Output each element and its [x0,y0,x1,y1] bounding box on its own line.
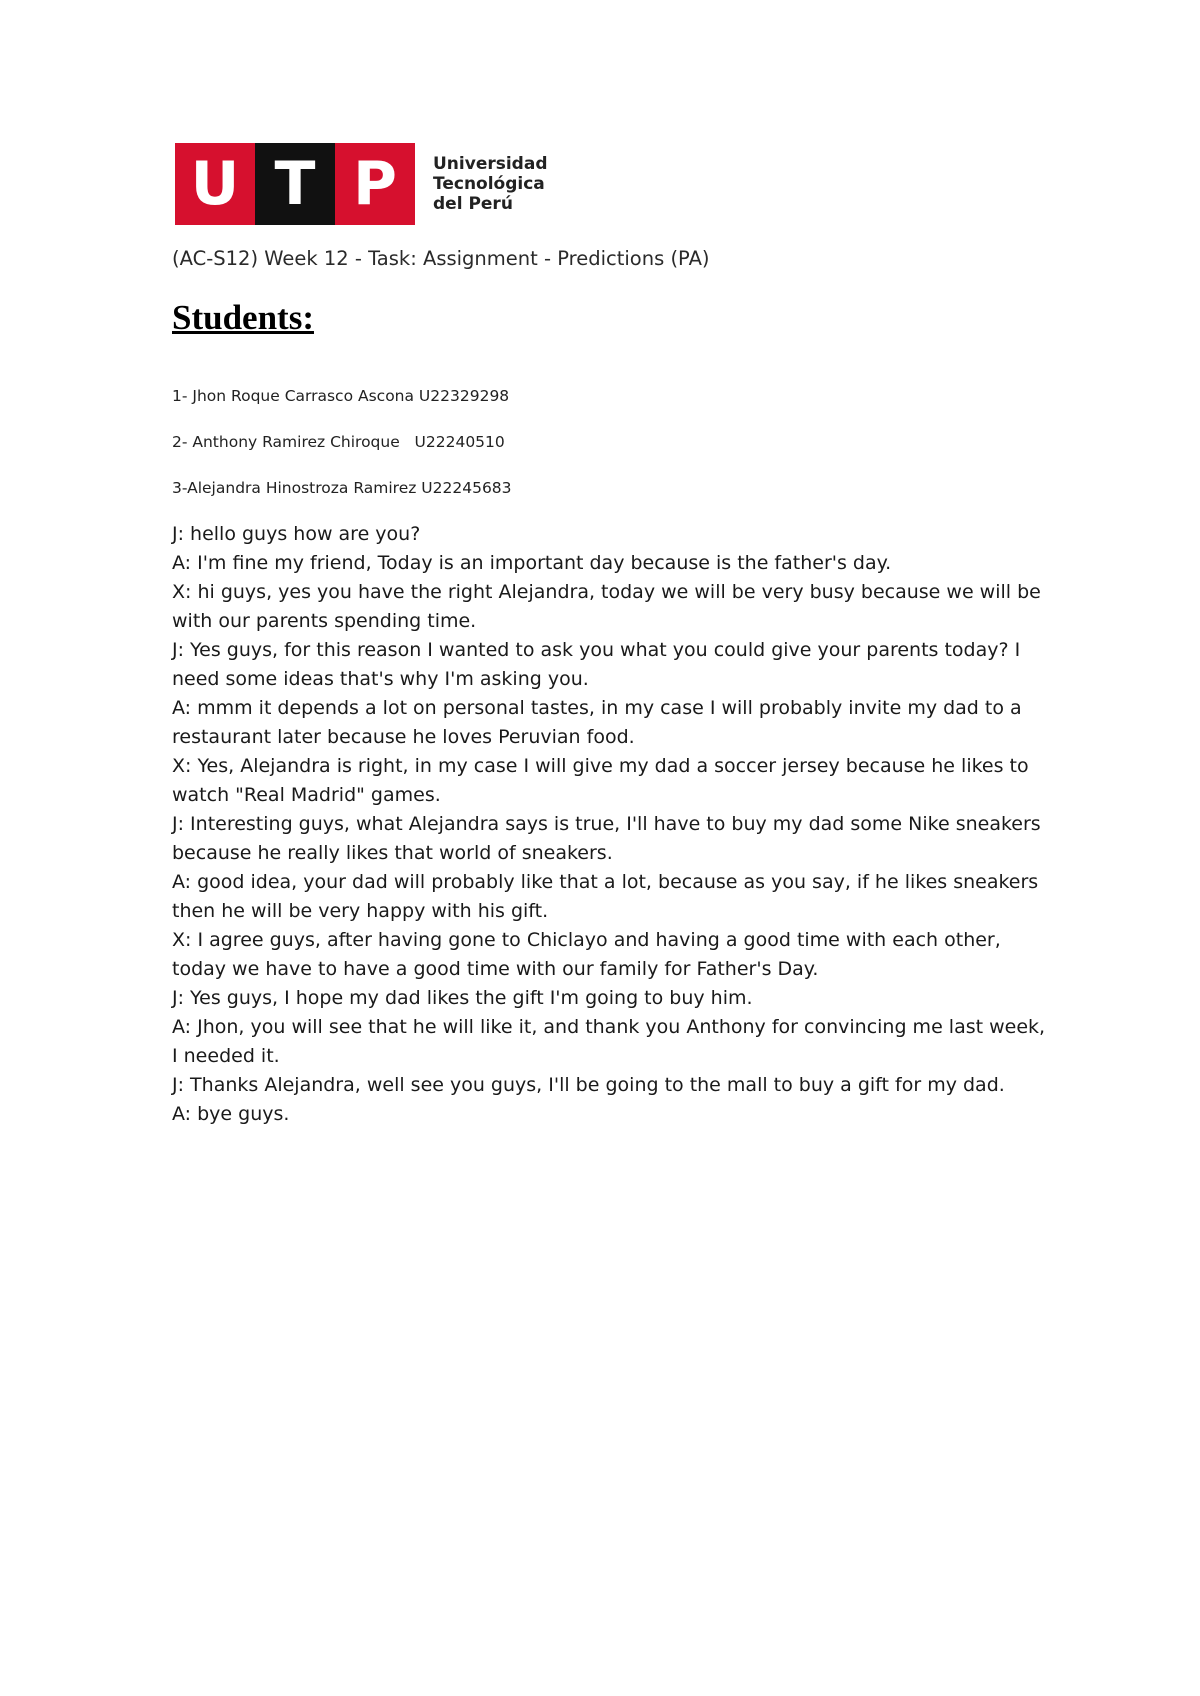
university-name-line: del Perú [433,194,513,214]
university-name-line: Universidad [433,154,548,174]
utp-logo [175,143,547,225]
utp-logo-mark [175,143,415,225]
logo-letter-p: P [335,143,415,225]
dialogue-line: X: hi guys, yes you have the right Alejandra, today we will be very busy because we will be with our parents spending time. [172,581,1041,632]
logo-letter-t: T [255,143,335,225]
document-title: (AC-S12) Week 12 - Task: Assignment - Predictions (PA) [172,247,710,270]
dialogue-line: A: Jhon, you will see that he will like it, and thank you Anthony for convincing me last week, I needed it. [172,1016,1046,1067]
student-list [172,386,512,524]
dialogue-line: X: I agree guys, after having gone to Chiclayo and having a good time with each other, today we have to have a good time with our family for Father's Day. [172,929,1001,980]
dialogue-line: J: Yes guys, for this reason I wanted to ask you what you could give your parents today? I need some ideas that's why I'm asking you. [172,639,1021,690]
dialogue-line: J: Thanks Alejandra, well see you guys, I'll be going to the mall to buy a gift for my dad. [172,1074,1005,1096]
dialogue-line: A: bye guys. [172,1103,290,1125]
dialogue-line: J: hello guys how are you? [172,523,421,545]
dialogue-line: J: Yes guys, I hope my dad likes the gift I'm going to buy him. [172,987,753,1009]
dialogue-line: J: Interesting guys, what Alejandra says is true, I'll have to buy my dad some Nike sneakers because he really likes that world of sneakers. [172,813,1041,864]
dialogue [172,520,1052,1129]
dialogue-line: A: I'm fine my friend, Today is an important day because is the father's day. [172,552,892,574]
student-item: 1- Jhon Roque Carrasco Ascona U22329298 [172,387,510,405]
university-name [433,154,547,214]
students-heading: Students: [172,298,314,337]
university-name-line: Tecnológica [433,174,545,194]
student-item: 3-Alejandra Hinostroza Ramirez U22245683 [172,479,512,497]
dialogue-line: A: good idea, your dad will probably like that a lot, because as you say, if he likes sneakers then he will be very happy with his gift. [172,871,1039,922]
logo-letter-u: U [175,143,255,225]
dialogue-line: X: Yes, Alejandra is right, in my case I will give my dad a soccer jersey because he likes to watch "Real Madrid" games. [172,755,1029,806]
dialogue-line: A: mmm it depends a lot on personal tastes, in my case I will probably invite my dad to a restaurant later because he loves Peruvian food. [172,697,1022,748]
student-item: 2- Anthony Ramirez Chiroque U22240510 [172,433,505,451]
